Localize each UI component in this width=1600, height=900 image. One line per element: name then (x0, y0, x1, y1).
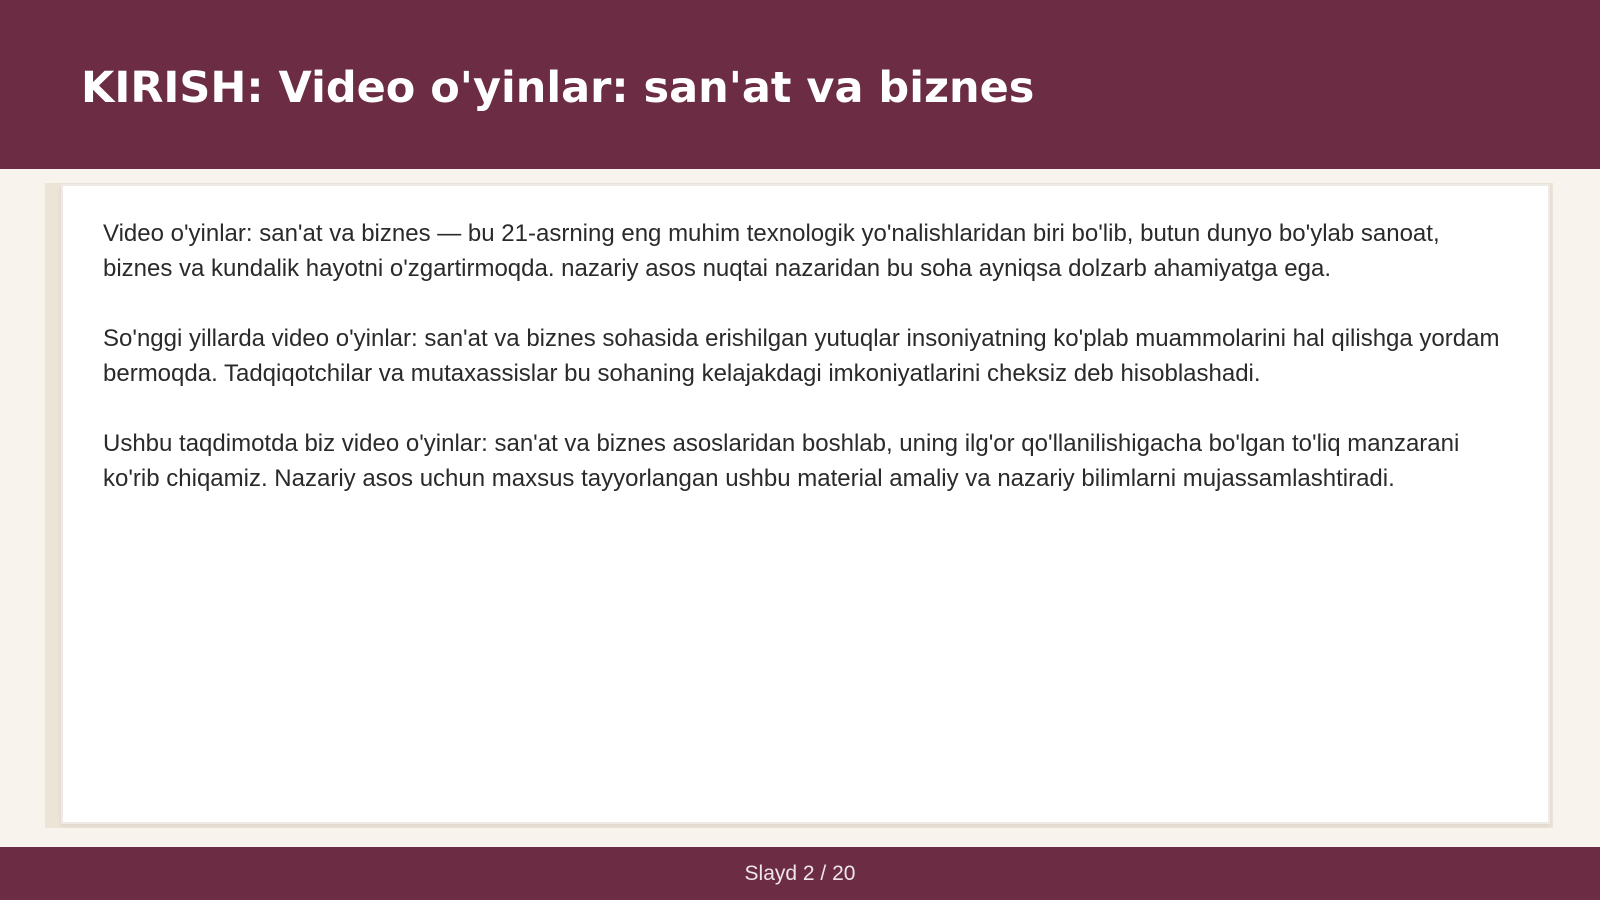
body-paragraph-3: Ushbu taqdimotda biz video o'yinlar: san'at va biznes asoslaridan boshlab, uning ilg'or qo'llanilishigacha bo'lgan to'liq manzarani ko'rib chiqamiz. Nazariy asos uchun maxsus tayyorlangan ushbu material amaliy va nazariy bilimlarni mujassamlashtiradi. (103, 430, 1460, 492)
slide-counter: Slayd 2 / 20 (744, 862, 856, 885)
body-paragraph-2: So'nggi yillarda video o'yinlar: san'at va biznes sohasida erishilgan yutuqlar insoniyatning ko'plab muammolarini hal qilishga yordam bermoqda. Tadqiqotchilar va mutaxassislar bu sohaning kelajakdagi imkoniyatlarini cheksiz deb hisoblashadi. (103, 325, 1500, 387)
slide-body (103, 216, 1503, 531)
body-paragraph-1: Video o'yinlar: san'at va biznes — bu 21-asrning eng muhim texnologik yo'nalishlaridan biri bo'lib, butun dunyo bo'ylab sanoat, biznes va kundalik hayotni o'zgartirmoqda. nazariy asos nuqtai nazaridan bu soha ayniqsa dolzarb ahamiyatga ega. (103, 220, 1440, 282)
slide-header (0, 0, 1600, 169)
slide-footer (0, 847, 1600, 900)
slide-title: KIRISH: Video o'yinlar: san'at va biznes (81, 63, 1035, 113)
